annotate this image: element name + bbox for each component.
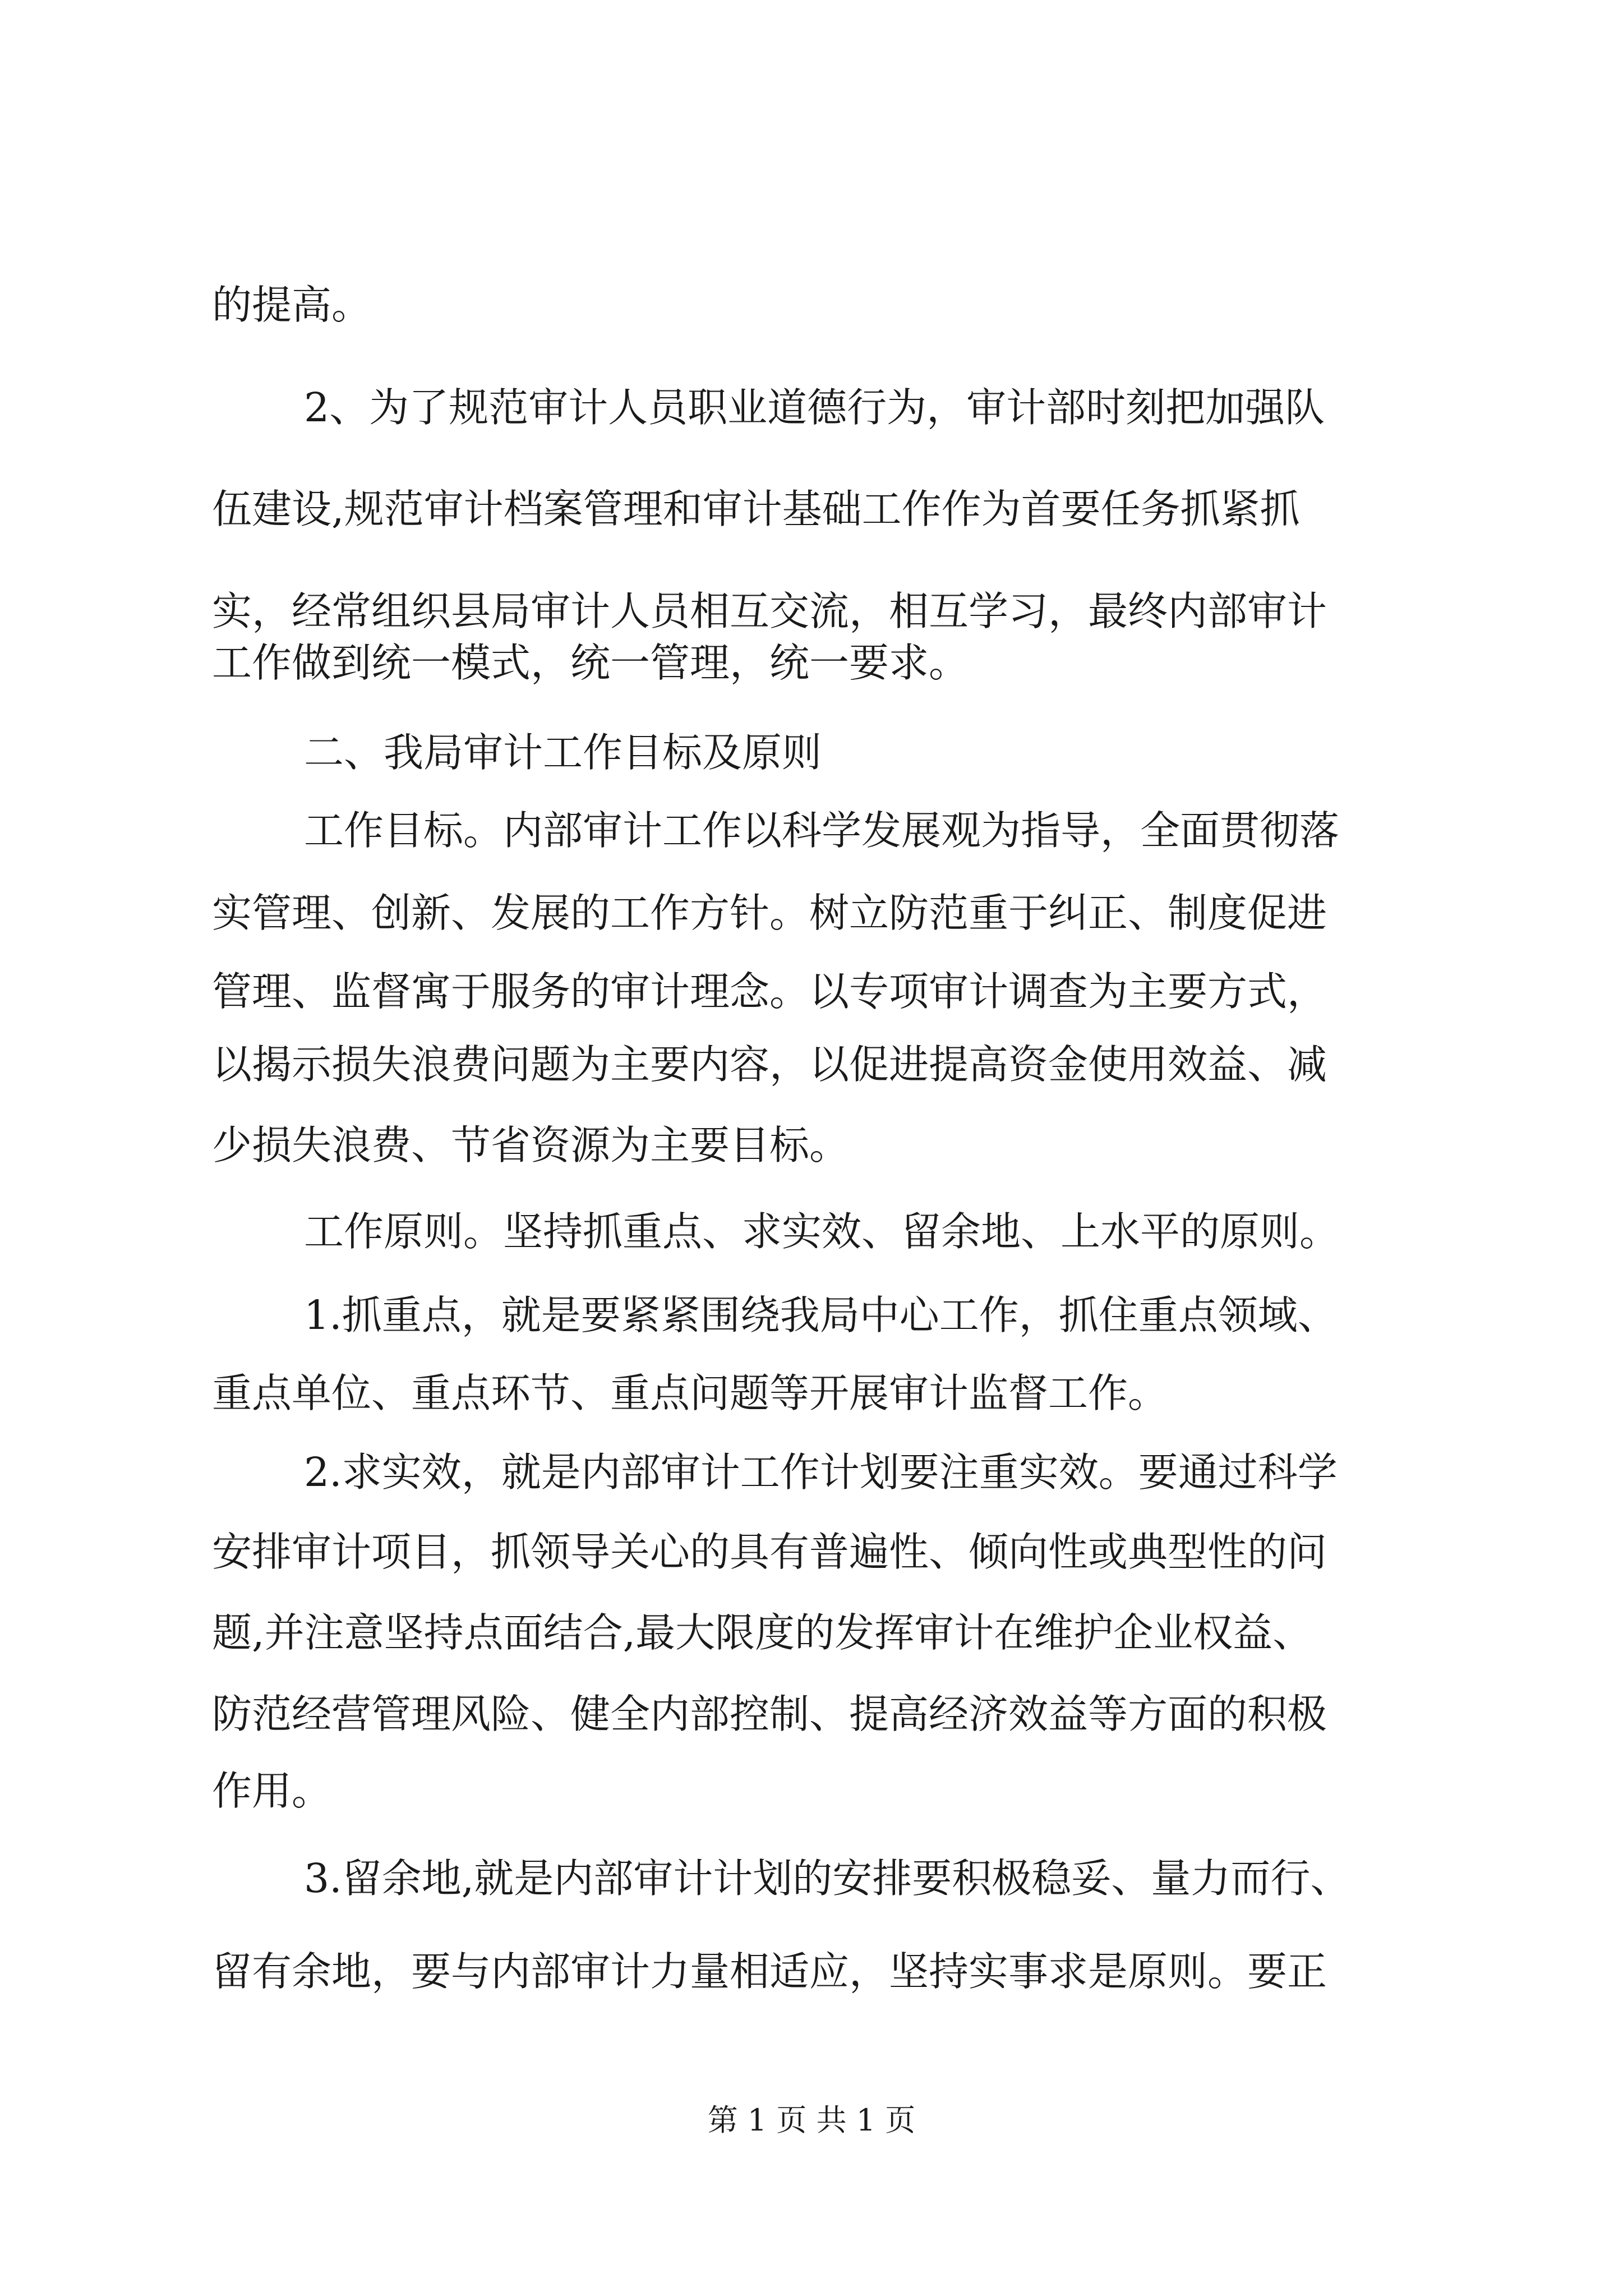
text-line: 工作做到统一模式，统一管理，统一要求。 [212, 639, 969, 686]
text-line: 2、为了规范审计人员职业道德行为，审计部时刻把加强队 [304, 384, 1325, 431]
section-heading: 二、我局审计工作目标及原则 [304, 729, 822, 776]
text-line: 以揭示损失浪费问题为主要内容，以促进提高资金使用效益、减 [212, 1041, 1327, 1088]
text-line: 1.抓重点，就是要紧紧围绕我局中心工作，抓住重点领域、 [304, 1292, 1338, 1338]
text-line: 工作目标。内部审计工作以科学发展观为指导，全面贯彻落 [304, 807, 1340, 854]
text-line: 伍建设,规范审计档案管理和审计基础工作作为首要任务抓紧抓 [212, 486, 1300, 532]
text-line: 防范经营管理风险、健全内部控制、提高经济效益等方面的积极 [212, 1691, 1327, 1737]
text-line: 安排审计项目，抓领导关心的具有普遍性、倾向性或典型性的问 [212, 1529, 1327, 1575]
text-line: 实，经常组织县局审计人员相互交流，相互学习，最终内部审计 [212, 588, 1327, 634]
text-line: 的提高。 [212, 282, 372, 328]
text-line: 2.求实效，就是内部审计工作计划要注重实效。要通过科学 [304, 1449, 1338, 1496]
text-line: 工作原则。坚持抓重点、求实效、留余地、上水平的原则。 [304, 1208, 1340, 1255]
text-line: 实管理、创新、发展的工作方针。树立防范重于纠正、制度促进 [212, 890, 1327, 936]
text-line: 3.留余地,就是内部审计计划的安排要积极稳妥、量力而行、 [304, 1855, 1350, 1902]
text-line: 题,并注意坚持点面结合,最大限度的发挥审计在维护企业权益、 [212, 1609, 1313, 1656]
text-line: 作用。 [212, 1768, 332, 1814]
page-footer: 第 1 页 共 1 页 [707, 2102, 916, 2138]
text-line: 管理、监督寓于服务的审计理念。以专项审计调查为主要方式， [212, 968, 1327, 1015]
text-line: 重点单位、重点环节、重点问题等开展审计监督工作。 [212, 1370, 1168, 1416]
text-line: 留有余地，要与内部审计力量相适应，坚持实事求是原则。要正 [212, 1948, 1327, 1995]
text-line: 少损失浪费、节省资源为主要目标。 [212, 1122, 850, 1168]
